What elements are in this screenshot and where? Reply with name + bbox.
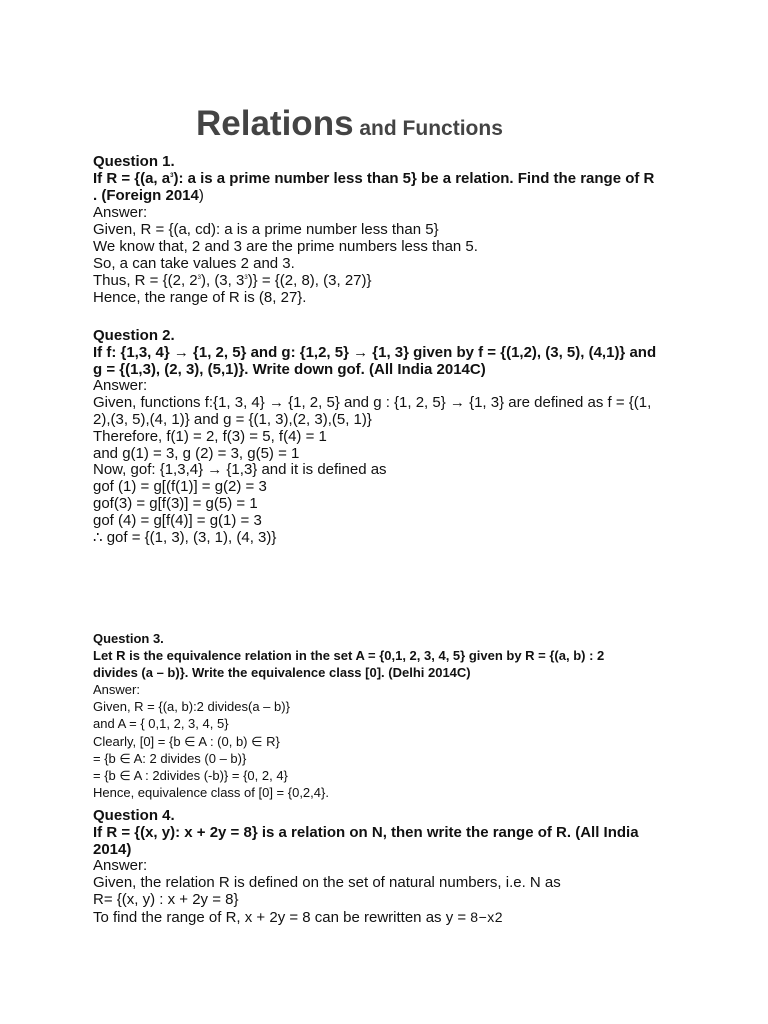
answer-line: Given, the relation R is defined on the set of natural numbers, i.e. N as — [93, 874, 561, 892]
answer-line: Hence, equivalence class of [0] = {0,2,4}. — [93, 784, 329, 800]
question-3-text: divides (a – b)}. Write the equivalence class [0]. (Delhi 2014C) — [93, 665, 471, 681]
answer-line-part: Thus, R = {(2, 2 — [93, 272, 198, 289]
question-1-heading: Question 1. — [93, 153, 175, 170]
answer-line — [93, 909, 683, 927]
question-3-section — [93, 630, 683, 801]
inline-formula: 8−x2 — [470, 908, 504, 925]
question-2-text: If f: {1,3, 4} → {1, 2, 5} and g: {1,2, 5} → {1, 3} given by f = {(1,2), (3, 5), (4,1)} and — [93, 343, 657, 361]
answer-line: R= {(x, y) : x + 2y = 8} — [93, 890, 239, 908]
answer-line: gof (1) = g[(f(1)] = g(2) = 3 — [93, 478, 267, 496]
question-1-text — [93, 170, 683, 187]
question-4-text: 2014) — [93, 840, 132, 858]
question-3-text: Let R is the equivalence relation in the set A = {0,1, 2, 3, 4, 5} given by R = {(a, b) : 2 — [93, 648, 605, 664]
title-main: Relations — [196, 104, 354, 143]
answer-line: Hence, the range of R is (8, 27}. — [93, 289, 307, 306]
answer-line: ∴ gof = {(1, 3), (3, 1), (4, 3)} — [93, 528, 277, 546]
question-2-heading: Question 2. — [93, 327, 175, 344]
superscript: 3 — [244, 275, 248, 281]
question-1-source-text: . (Foreign 2014 — [93, 187, 199, 204]
answer-line: Given, R = {(a, cd): a is a prime number less than 5} — [93, 221, 439, 238]
question-2-text: g = {(1,3), (2, 3), (5,1)}. Write down gof. (All India 2014C) — [93, 360, 486, 378]
answer-line: gof (4) = g[f(4)] = g(1) = 3 — [93, 511, 262, 529]
answer-line: Given, functions f:{1, 3, 4} → {1, 2, 5} and g : {1, 2, 5} → {1, 3} are defined as f = {(1, — [93, 394, 652, 412]
answer-line — [93, 272, 683, 289]
answer-line: gof(3) = g[f(3)] = g(5) = 1 — [93, 494, 258, 512]
answer-line: 2),(3, 5),(4, 1)} and g = {(1, 3),(2, 3),(5, 1)} — [93, 410, 372, 428]
answer-line-part: )} = {(2, 8), (3, 27)} — [247, 272, 372, 289]
answer-line: = {b ∈ A : 2divides (-b)} = {0, 2, 4} — [93, 767, 288, 783]
page-title — [196, 104, 503, 144]
answer-line: We know that, 2 and 3 are the prime numbers less than 5. — [93, 238, 478, 255]
answer-line: and A = { 0,1, 2, 3, 4, 5} — [93, 716, 229, 732]
answer-label: Answer: — [93, 682, 140, 698]
answer-line: = {b ∈ A: 2 divides (0 – b)} — [93, 750, 247, 766]
question-2-section — [93, 328, 683, 546]
title-sub: and Functions — [353, 117, 503, 140]
superscript: 3 — [197, 275, 201, 281]
question-3-heading: Question 3. — [93, 631, 164, 646]
answer-line: Given, R = {(a, b):2 divides(a – b)} — [93, 699, 290, 715]
question-1-text-part: If R = {(a, a — [93, 170, 171, 187]
answer-line: Therefore, f(1) = 2, f(3) = 5, f(4) = 1 — [93, 427, 327, 445]
question-4-text: If R = {(x, y): x + 2y = 8} is a relation on N, then write the range of R. (All India — [93, 823, 639, 841]
superscript: 3 — [170, 173, 174, 179]
answer-label: Answer: — [93, 204, 148, 221]
answer-line: Now, gof: {1,3,4} → {1,3} and it is defined as — [93, 461, 387, 479]
question-4-heading: Question 4. — [93, 807, 175, 824]
answer-line: and g(1) = 3, g (2) = 3, g(5) = 1 — [93, 444, 300, 462]
answer-label: Answer: — [93, 377, 148, 395]
answer-line-part: ), (3, 3 — [200, 272, 245, 289]
answer-label: Answer: — [93, 857, 148, 875]
question-1-source — [93, 187, 683, 204]
question-4-section — [93, 808, 683, 927]
question-1-text-part: ): a is a prime number less than 5} be a relation. Find the range of R — [173, 170, 655, 187]
answer-line: So, a can take values 2 and 3. — [93, 255, 295, 272]
question-1-source-close: ) — [198, 187, 204, 204]
answer-line-part: To find the range of R, x + 2y = 8 can be rewritten as y = — [93, 908, 471, 926]
question-1-section — [93, 153, 683, 306]
answer-line: Clearly, [0] = {b ∈ A : (0, b) ∈ R} — [93, 733, 280, 749]
